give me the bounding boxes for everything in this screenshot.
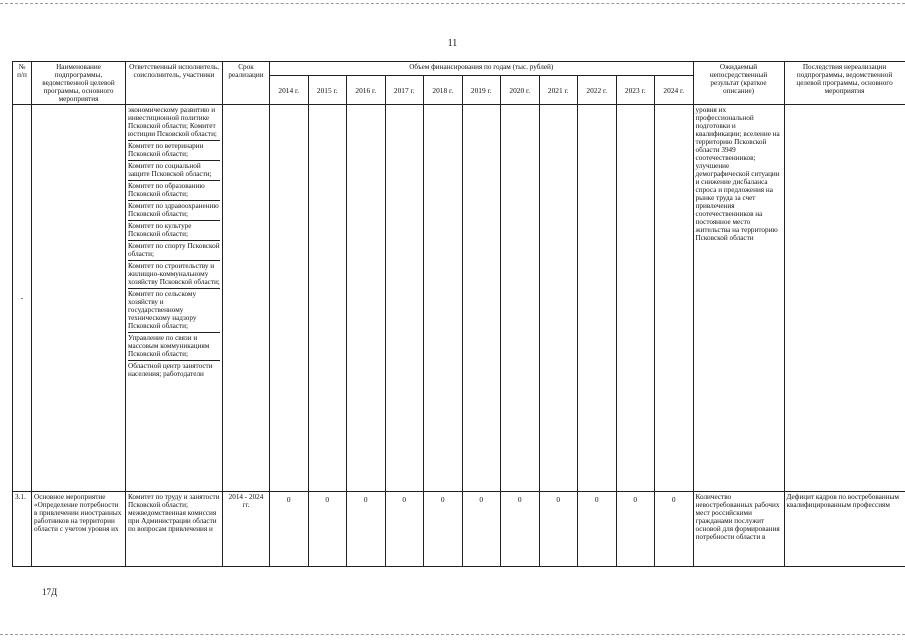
row-name: Основное мероприятие «Определение потребности в привлечении иностранных работников на территории области с учетом уровня их xyxy=(32,492,126,567)
executor-item: Комитет по социальной защите Псковской области; xyxy=(128,161,220,181)
year-value: 0 xyxy=(539,492,578,567)
header-no: № п/п xyxy=(13,62,32,105)
year-cell xyxy=(539,105,578,492)
row-result: Количество невостребованных рабочих мест российскими гражданами послужит основой для формирования потребности области в xyxy=(693,492,784,567)
year-cell xyxy=(578,105,617,492)
header-year: 2018 г. xyxy=(424,76,463,105)
page-top-edge xyxy=(0,3,905,4)
year-cell xyxy=(270,105,309,492)
header-year: 2014 г. xyxy=(270,76,309,105)
footer-code: 17Д xyxy=(42,587,58,597)
header-term: Срок реализации xyxy=(223,62,270,105)
executor-item: Комитет по образованию Псковской области; xyxy=(128,181,220,201)
year-value: 0 xyxy=(308,492,347,567)
header-year: 2015 г. xyxy=(308,76,347,105)
executor-item: Комитет по сельскому хозяйству и государственному техническому надзору Псковской области; xyxy=(128,289,220,333)
row-number: - xyxy=(13,105,32,492)
executor-item: Управление по связи и массовым коммуникациям Псковской области; xyxy=(128,333,220,361)
page-bottom-edge xyxy=(0,634,905,635)
year-value: 0 xyxy=(655,492,694,567)
header-executor: Ответственный исполнитель, соисполнитель, участники xyxy=(126,62,223,105)
header-funding: Объем финансирования по годам (тыс. рублей) xyxy=(270,62,694,76)
year-value: 0 xyxy=(616,492,655,567)
row-consequence xyxy=(784,105,905,492)
header-year: 2022 г. xyxy=(578,76,617,105)
year-value: 0 xyxy=(578,492,617,567)
header-year: 2016 г. xyxy=(347,76,386,105)
row-term: 2014 - 2024 гг. xyxy=(223,492,270,567)
header-name: Наименование подпрограммы, ведомственной целевой программы, основного мероприятия xyxy=(32,62,126,105)
year-value: 0 xyxy=(347,492,386,567)
header-year: 2024 г. xyxy=(655,76,694,105)
header-year: 2020 г. xyxy=(501,76,540,105)
year-cell xyxy=(501,105,540,492)
year-value: 0 xyxy=(385,492,424,567)
executor-item: Комитет по культуре Псковской области; xyxy=(128,221,220,241)
header-result: Ожидаемый непосредственный результат (краткое описание) xyxy=(693,62,784,105)
row-executor: Комитет по труду и занятости Псковской области; межведомственная комиссия при Администрации области по вопросам привлечения и xyxy=(126,492,223,567)
table-row-continued xyxy=(13,105,905,492)
executor-item: Комитет по здравоохранению Псковской области; xyxy=(128,201,220,221)
header-year: 2023 г. xyxy=(616,76,655,105)
row-name xyxy=(32,105,126,492)
header-year: 2021 г. xyxy=(539,76,578,105)
executor-item: Комитет по спорту Псковской области; xyxy=(128,241,220,261)
year-value: 0 xyxy=(501,492,540,567)
program-table xyxy=(12,61,905,567)
year-value: 0 xyxy=(462,492,501,567)
executor-list xyxy=(126,105,223,492)
year-cell xyxy=(424,105,463,492)
executor-item: экономическому развитию и инвестиционной политике Псковской области; Комитет юстиции Псковской области; xyxy=(128,105,220,141)
year-cell xyxy=(308,105,347,492)
table-row-3-1 xyxy=(13,492,905,567)
executor-item: Комитет по строительству и жилищно-коммунальному хозяйству Псковской области; xyxy=(128,261,220,289)
page-number: 11 xyxy=(447,38,458,49)
year-value: 0 xyxy=(270,492,309,567)
header-year: 2019 г. xyxy=(462,76,501,105)
year-value: 0 xyxy=(424,492,463,567)
header-year: 2017 г. xyxy=(385,76,424,105)
year-cell xyxy=(616,105,655,492)
header-consequence: Последствия нереализации подпрограммы, ведомственной целевой программы, основного мероприятия xyxy=(784,62,905,105)
year-cell xyxy=(347,105,386,492)
executor-item: Областной центр занятости населения; работодатели xyxy=(128,362,213,378)
year-cell xyxy=(462,105,501,492)
row-result: уровня их профессиональной подготовки и квалификации; вселение на территорию Псковской области 3949 соотечественников; улучшение демографической ситуации и снижение дисбаланса спроса и предложения на рынке труда за счет привлечения соотечественников на постоянное место жительства на территорию Псковской области xyxy=(693,105,784,492)
row-number: 3.1. xyxy=(13,492,32,567)
year-cell xyxy=(655,105,694,492)
row-term xyxy=(223,105,270,492)
year-cell xyxy=(385,105,424,492)
executor-item: Комитет по ветеринарии Псковской области; xyxy=(128,141,220,161)
row-consequence: Дефицит кадров по востребованным квалифицированным профессиям xyxy=(784,492,905,567)
